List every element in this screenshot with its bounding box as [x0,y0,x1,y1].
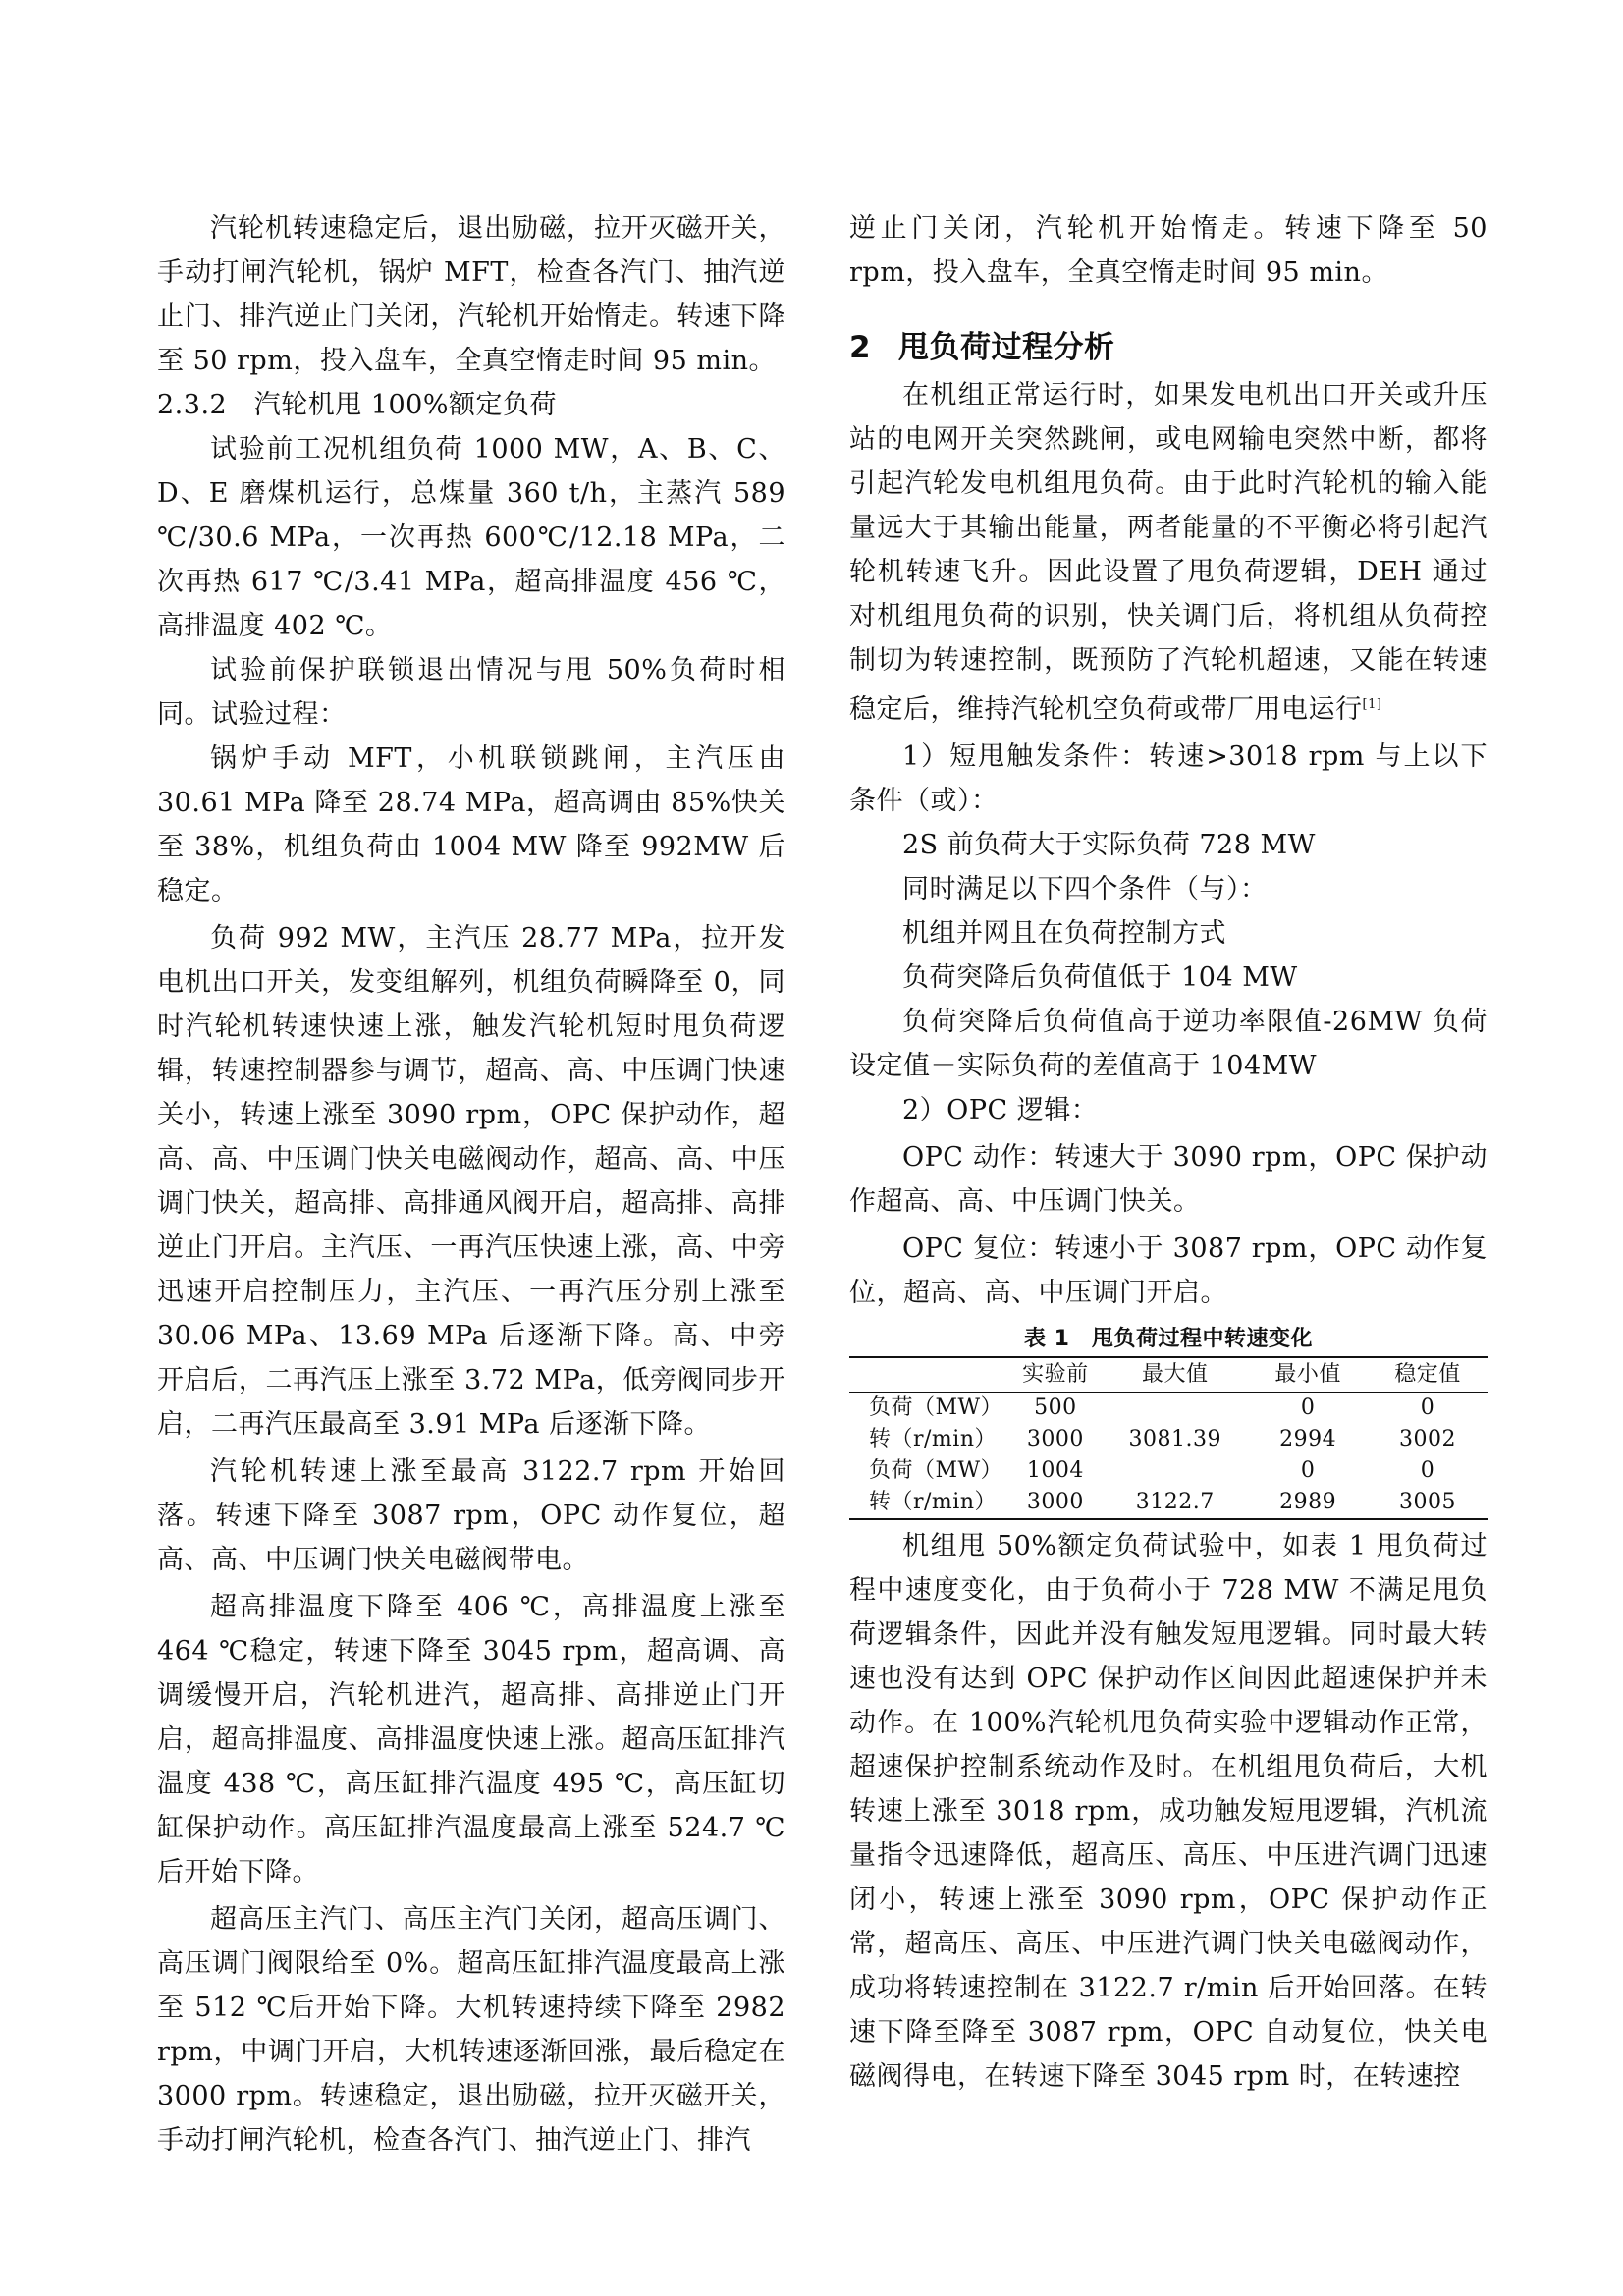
table-row [849,1424,1488,1455]
paragraph-text: 在机组正常运行时，如果发电机出口开关或升压站的电网开关突然跳闸，或电网输电突然中断，都将引起汽轮发电机组甩负荷。由于此时汽轮机的输入能量远大于其输出能量，两者能量的不平衡必将引起汽轮机转速飞升。因此设置了甩负荷逻辑，DEH 通过对机组甩负荷的识别，快关调门后，将机组从负荷控制切为转速控制，既预防了汽轮机超速，又能在转速稳定后，维持汽轮机空负荷或带厂用电运行 [849,380,1488,725]
condition-item: 同时满足以下四个条件（与）： [902,874,1268,904]
table-cell: 负荷（MW） [869,1395,1003,1420]
paragraph: 超高排温度下降至 406 ℃，高排温度上涨至 464 ℃稳定，转速下降至 3045 rpm，超高调、高调缓慢开启，汽轮机进汽，超高排、高排逆止门开启，超高排温度、高排温度快速上涨。超高压缸排汽温度 438 ℃，高压缸排汽温度 495 ℃，高压缸切缸保护动作。高压缸排汽温度最高上涨至 524.7 ℃后开始下降。 [157,1592,785,1887]
section-number: 2 [849,330,872,365]
table-header: 稳定值 [1368,1357,1488,1393]
table-header [849,1357,1009,1393]
paragraph: 汽轮机转速稳定后，退出励磁，拉开灭磁开关，手动打闸汽轮机，锅炉 MFT，检查各汽门、抽汽逆止门、排汽逆止门关闭，汽轮机开始惰走。转速下降至 50 rpm，投入盘车，全真空惰走时间 95 min。 [157,213,785,376]
table-cell: 3000 [1026,1490,1084,1514]
subsection-heading: 2.3.2 汽轮机甩 100%额定负荷 [157,390,557,420]
table-cell: 转（r/min） [869,1427,997,1451]
opc-action: OPC 动作：转速大于 3090 rpm，OPC 保护动作超高、高、中压调门快关。 [849,1142,1488,1217]
paragraph: 负荷 992 MW，主汽压 28.77 MPa，拉开发电机出口开关，发变组解列，机组负荷瞬降至 0，同时汽轮机转速快速上涨，触发汽轮机短时甩负荷逻辑，转速控制器参与调节，超高、高、中压调门快速关小，转速上涨至 3090 rpm，OPC 保护动作，超高、高、中压调门快关电磁阀动作，超高、高、中压调门快关，超高排、高排通风阀开启，超高排、高排逆止门开启。主汽压、一再汽压快速上涨，高、中旁迅速开启控制压力，主汽压、一再汽压分别上涨至 30.06 MPa、13.69 MPa 后逐渐下降。高、中旁开启后，二再汽压上涨至 3.72 MPa，低旁阀同步开启，二再汽压最高至 3.91 MPa 后逐渐下降。 [157,923,785,1440]
opc-title: 2）OPC 逻辑： [902,1095,1099,1125]
table-cell: 1004 [1026,1458,1084,1483]
table-header: 最大值 [1102,1357,1248,1393]
paragraph [849,373,1488,732]
table-title: 表 1 甩负荷过程中转速变化 [1024,1327,1313,1351]
table-cell: 0 [1420,1458,1435,1483]
table-row [849,1455,1488,1487]
section-title: 甩负荷过程分析 [898,330,1115,365]
speed-table [849,1356,1488,1520]
table-cell: 3000 [1026,1427,1084,1451]
paragraph: 锅炉手动 MFT，小机联锁跳闸，主汽压由 30.61 MPa 降至 28.74 MPa，超高调由 85%快关至 38%，机组负荷由 1004 MW 降至 992MW 后稳定。 [157,743,785,906]
section-heading [849,324,1488,371]
table-header: 最小值 [1248,1357,1368,1393]
paragraph: 试验前保护联锁退出情况与甩 50%负荷时相同。试验过程： [157,655,785,730]
condition-item: 机组并网且在负荷控制方式 [902,918,1226,949]
paragraph: 汽轮机转速上涨至最高 3122.7 rpm 开始回落。转速下降至 3087 rpm，OPC 动作复位，超高、高、中压调门快关电磁阀带电。 [157,1456,785,1575]
table-row [849,1393,1488,1425]
table-cell: 0 [1300,1395,1316,1420]
table-row [849,1487,1488,1519]
table-cell: 2994 [1279,1427,1337,1451]
table-cell: 2989 [1279,1490,1337,1514]
paragraph: 逆止门关闭，汽轮机开始惰走。转速下降至 50 rpm，投入盘车，全真空惰走时间 95 min。 [849,213,1488,288]
condition-item: 负荷突降后负荷值低于 104 MW [902,962,1298,993]
condition-item: 负荷突降后负荷值高于逆功率限值-26MW 负荷设定值－实际负荷的差值高于 104MW [849,1007,1488,1081]
table-cell: 3122.7 [1135,1490,1215,1514]
right-column [849,206,1488,2099]
condition-item: 2S 前负荷大于实际负荷 728 MW [902,830,1316,860]
table-cell: 0 [1420,1395,1435,1420]
paragraph: 机组甩 50%额定负荷试验中，如表 1 甩负荷过程中速度变化，由于负荷小于 728 MW 不满足甩负荷逻辑条件，因此并没有触发短甩逻辑。同时最大转速也没有达到 OPC 保护动作区间因此超速保护并未动作。在 100%汽轮机甩负荷实验中逻辑动作正常，超速保护控制系统动作及时。在机组甩负荷后，大机转速上涨至 3018 rpm，成功触发短甩逻辑，汽机流量指令迅速降低，超高压、高压、中压进汽调门迅速闭小，转速上涨至 3090 rpm，OPC 保护动作正常，超高压、高压、中压进汽调门快关电磁阀动作，成功将转速控制在 3122.7 r/min 后开始回落。在转速下降至降至 3087 rpm，OPC 自动复位，快关电磁阀得电，在转速下降至 3045 rpm 时，在转速控 [849,1531,1488,2092]
table-cell [1102,1455,1248,1487]
table-cell [1102,1393,1248,1425]
table-cell: 3081.39 [1128,1427,1221,1451]
table-cell: 0 [1300,1458,1316,1483]
table-cell: 负荷（MW） [869,1458,1003,1483]
table-cell: 3005 [1399,1490,1457,1514]
citation: [1] [1362,697,1382,712]
table-cell: 500 [1034,1395,1077,1420]
paragraph: 超高压主汽门、高压主汽门关闭，超高压调门、高压调门阀限给至 0%。超高压缸排汽温度最高上涨至 512 ℃后开始下降。大机转速持续下降至 2982 rpm，中调门开启，大机转速逐渐回涨，最后稳定在 3000 rpm。转速稳定，退出励磁，拉开灭磁开关，手动打闸汽轮机，检查各汽门、抽汽逆止门、排汽 [157,1904,785,2156]
opc-reset: OPC 复位：转速小于 3087 rpm，OPC 动作复位，超高、高、中压调门开启。 [849,1233,1488,1308]
condition-title: 1）短甩触发条件：转速>3018 rpm 与上以下条件（或）： [849,741,1488,816]
table-header: 实验前 [1009,1357,1103,1393]
paragraph: 试验前工况机组负荷 1000 MW，A、B、C、D、E 磨煤机运行，总煤量 360 t/h，主蒸汽 589 ℃/30.6 MPa，一次再热 600℃/12.18 MPa，二次再热 617 ℃/3.41 MPa，超高排温度 456 ℃，高排温度 402 ℃。 [157,434,785,641]
left-column [157,206,785,2162]
table-cell: 3002 [1399,1427,1457,1451]
table-cell: 转（r/min） [869,1490,997,1514]
table-header-row [849,1357,1488,1393]
